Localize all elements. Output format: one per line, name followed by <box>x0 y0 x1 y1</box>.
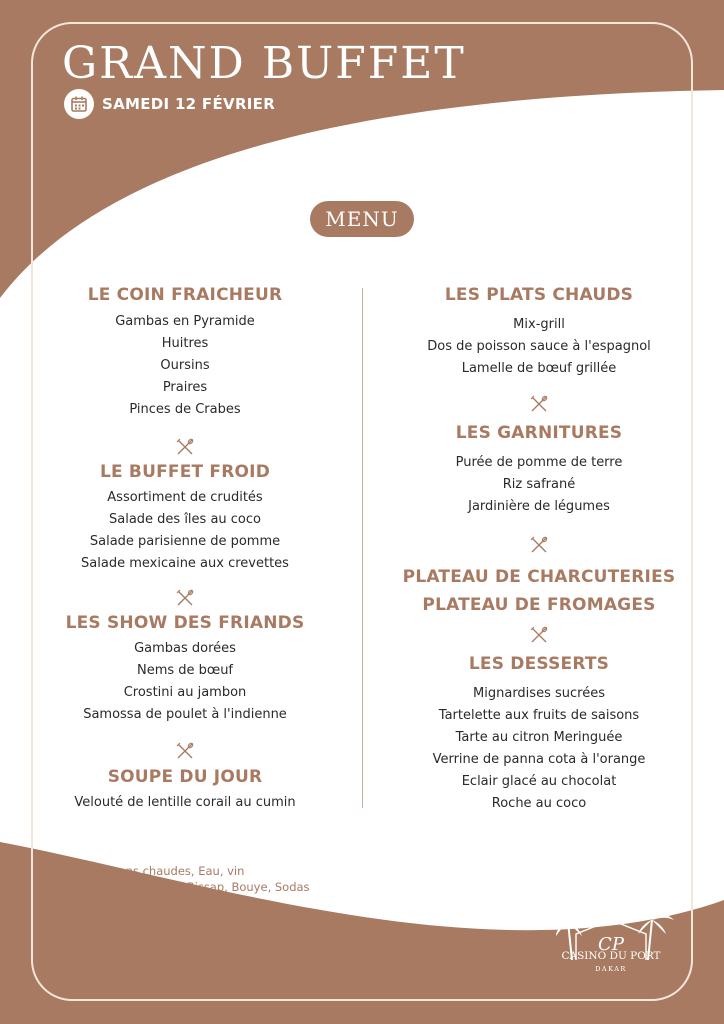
crossed-cutlery-icon <box>529 394 549 414</box>
menu-item: Purée de pomme de terre <box>455 455 623 470</box>
section-title: SOUPE DU JOUR <box>107 767 263 787</box>
menu-item: Tartelette aux fruits de saisons <box>438 708 640 723</box>
price-currency: fcfa <box>139 901 163 915</box>
event-date <box>64 89 275 119</box>
logo-city: DAKAR <box>595 965 627 973</box>
menu-item: Pinces de Crabes <box>129 402 241 417</box>
menu-item: Eclair glacé au chocolat <box>461 774 617 789</box>
event-date-text: SAMEDI 12 FÉVRIER <box>102 95 276 113</box>
crossed-cutlery-icon <box>175 588 195 608</box>
crossed-cutlery-icon <box>529 625 549 645</box>
menu-item: Salade mexicaine aux crevettes <box>81 556 289 571</box>
menu-section-coin-fraicheur <box>15 285 355 305</box>
menu-section-buffet-froid <box>15 462 355 482</box>
menu-section-fromages <box>369 595 709 615</box>
menu-item: Velouté de lentille corail au cumin <box>74 795 296 810</box>
menu-item: Nems de bœuf <box>136 663 234 678</box>
crossed-cutlery-icon <box>175 437 195 457</box>
price-value: 18 500 <box>42 900 134 928</box>
logo-name: CASINO DU PORT <box>561 950 661 962</box>
section-title: LES DESSERTS <box>468 654 610 674</box>
juices-label: Jus locaux: <box>42 880 112 894</box>
calendar-icon <box>64 89 94 119</box>
menu-item: Riz safrané <box>502 477 576 492</box>
section-title: LES GARNITURES <box>455 423 623 443</box>
included-text: Boissons chaudes, Eau, vin <box>88 864 245 878</box>
menu-item: Mignardises sucrées <box>473 686 605 701</box>
crossed-cutlery-icon <box>175 741 195 761</box>
section-title: LES PLATS CHAUDS <box>444 285 634 305</box>
menu-section-desserts <box>369 654 709 674</box>
menu-item: Assortiment de crudités <box>107 490 263 505</box>
menu-item: Verrine de panna cota à l'orange <box>432 752 646 767</box>
menu-item: Gambas dorées <box>134 641 236 656</box>
logo-monogram: CP <box>598 934 624 955</box>
section-title: LE BUFFET FROID <box>99 462 271 482</box>
menu-badge: MENU <box>310 201 414 237</box>
menu-item: Jardinière de légumes <box>468 499 610 514</box>
included-drinks <box>42 864 244 878</box>
menu-item: Tarte au citron Meringuée <box>455 730 623 745</box>
section-title: PLATEAU DE FROMAGES <box>422 595 656 615</box>
menu-item: Gambas en Pyramide <box>115 314 255 329</box>
menu-item: Huitres <box>161 336 209 351</box>
section-title: LE COIN FRAICHEUR <box>87 285 283 305</box>
menu-item: Praires <box>162 380 208 395</box>
menu-section-garnitures <box>369 423 709 443</box>
menu-item: Salade parisienne de pomme <box>89 534 281 549</box>
menu-section-show-des-friands <box>15 613 355 633</box>
section-title: LES SHOW DES FRIANDS <box>65 613 305 633</box>
price <box>42 900 246 928</box>
included-label: Inclus: <box>42 864 85 878</box>
menu-section-charcuteries <box>369 567 709 587</box>
menu-section-soupe-du-jour <box>15 767 355 787</box>
local-juices <box>42 880 310 894</box>
page-title: GRAND BUFFET <box>62 38 466 89</box>
column-divider <box>362 288 363 808</box>
menu-item: Crostini au jambon <box>123 685 247 700</box>
menu-item: Oursins <box>160 358 210 373</box>
juices-text: Gingembre, Bissap, Bouye, Sodas <box>115 880 310 894</box>
price-per-person: / PERS <box>168 900 246 928</box>
menu-item: Roche au coco <box>491 796 587 811</box>
menu-item: Mix-grill <box>513 317 565 332</box>
menu-item: Lamelle de bœuf grillée <box>461 361 617 376</box>
menu-item: Samossa de poulet à l'indienne <box>83 707 287 722</box>
section-title: PLATEAU DE CHARCUTERIES <box>402 567 676 587</box>
menu-item: Dos de poisson sauce à l'espagnol <box>427 339 651 354</box>
menu-item: Salade des îles au coco <box>108 512 261 527</box>
crossed-cutlery-icon <box>529 535 549 555</box>
menu-section-plats-chauds <box>369 285 709 305</box>
